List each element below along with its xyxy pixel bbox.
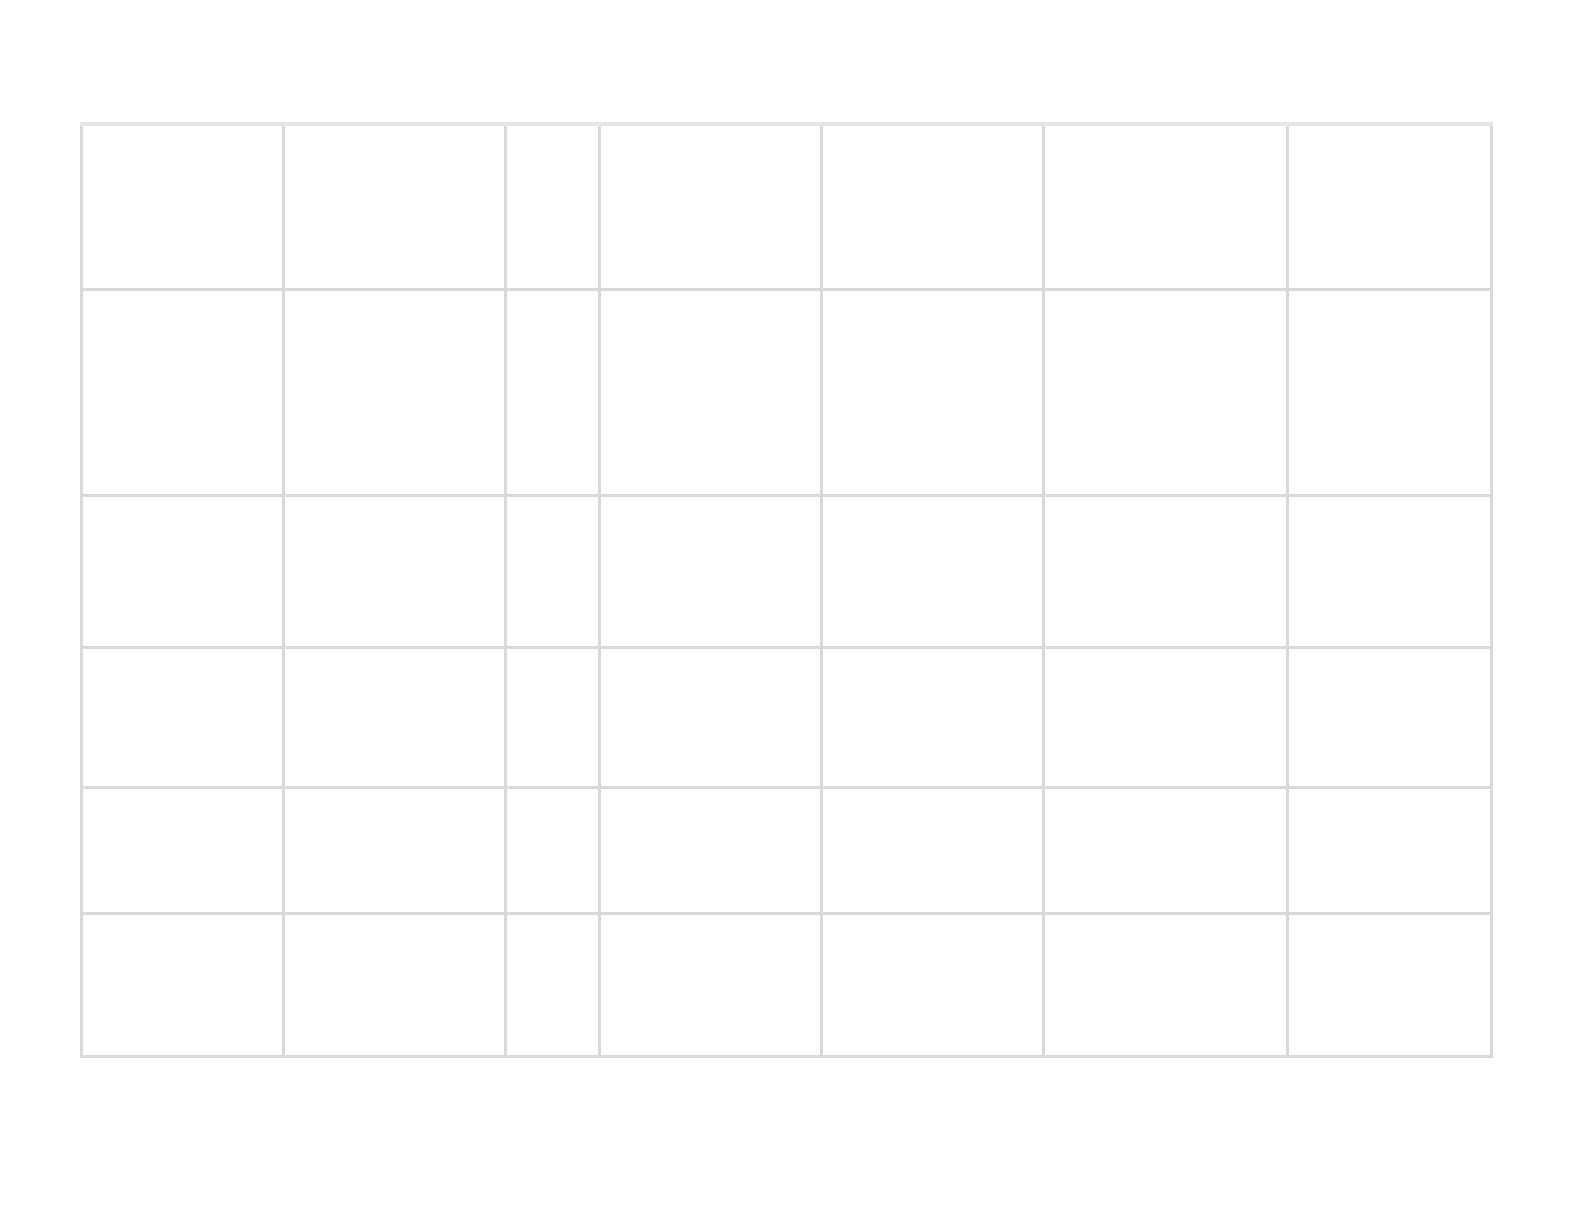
level-cell xyxy=(600,124,822,289)
level-cell xyxy=(1288,289,1492,495)
level-cell xyxy=(600,495,822,647)
level-cell xyxy=(1044,913,1288,1056)
level-cell xyxy=(600,647,822,787)
criterion-cell xyxy=(82,787,284,913)
level-cell xyxy=(822,289,1044,495)
criterion-cell xyxy=(82,124,284,289)
table-row xyxy=(82,787,1492,913)
description-cell xyxy=(284,289,506,495)
table-row xyxy=(82,289,1492,495)
level-cell xyxy=(600,787,822,913)
level-cell xyxy=(1288,913,1492,1056)
level-cell xyxy=(822,913,1044,1056)
level-cell xyxy=(1288,647,1492,787)
table-row xyxy=(82,124,1492,289)
level-cell xyxy=(1288,787,1492,913)
description-cell xyxy=(284,495,506,647)
criterion-cell xyxy=(82,495,284,647)
table-row xyxy=(82,647,1492,787)
criterion-cell xyxy=(82,289,284,495)
weight-cell xyxy=(506,495,600,647)
level-cell xyxy=(1288,124,1492,289)
weight-cell xyxy=(506,647,600,787)
level-cell xyxy=(1288,495,1492,647)
description-cell xyxy=(284,913,506,1056)
level-cell xyxy=(1044,495,1288,647)
level-cell xyxy=(822,124,1044,289)
table-row xyxy=(82,913,1492,1056)
weight-cell xyxy=(506,913,600,1056)
weight-cell xyxy=(506,289,600,495)
level-cell xyxy=(1044,124,1288,289)
level-cell xyxy=(600,913,822,1056)
level-cell xyxy=(1044,289,1288,495)
level-cell xyxy=(1044,787,1288,913)
weight-cell xyxy=(506,124,600,289)
description-cell xyxy=(284,647,506,787)
rubric-table xyxy=(80,122,1493,1058)
criterion-cell xyxy=(82,913,284,1056)
level-cell xyxy=(600,289,822,495)
level-cell xyxy=(822,647,1044,787)
level-cell xyxy=(1044,647,1288,787)
level-cell xyxy=(822,495,1044,647)
level-cell xyxy=(822,787,1044,913)
description-cell xyxy=(284,124,506,289)
table-row xyxy=(82,495,1492,647)
description-cell xyxy=(284,787,506,913)
criterion-cell xyxy=(82,647,284,787)
weight-cell xyxy=(506,787,600,913)
